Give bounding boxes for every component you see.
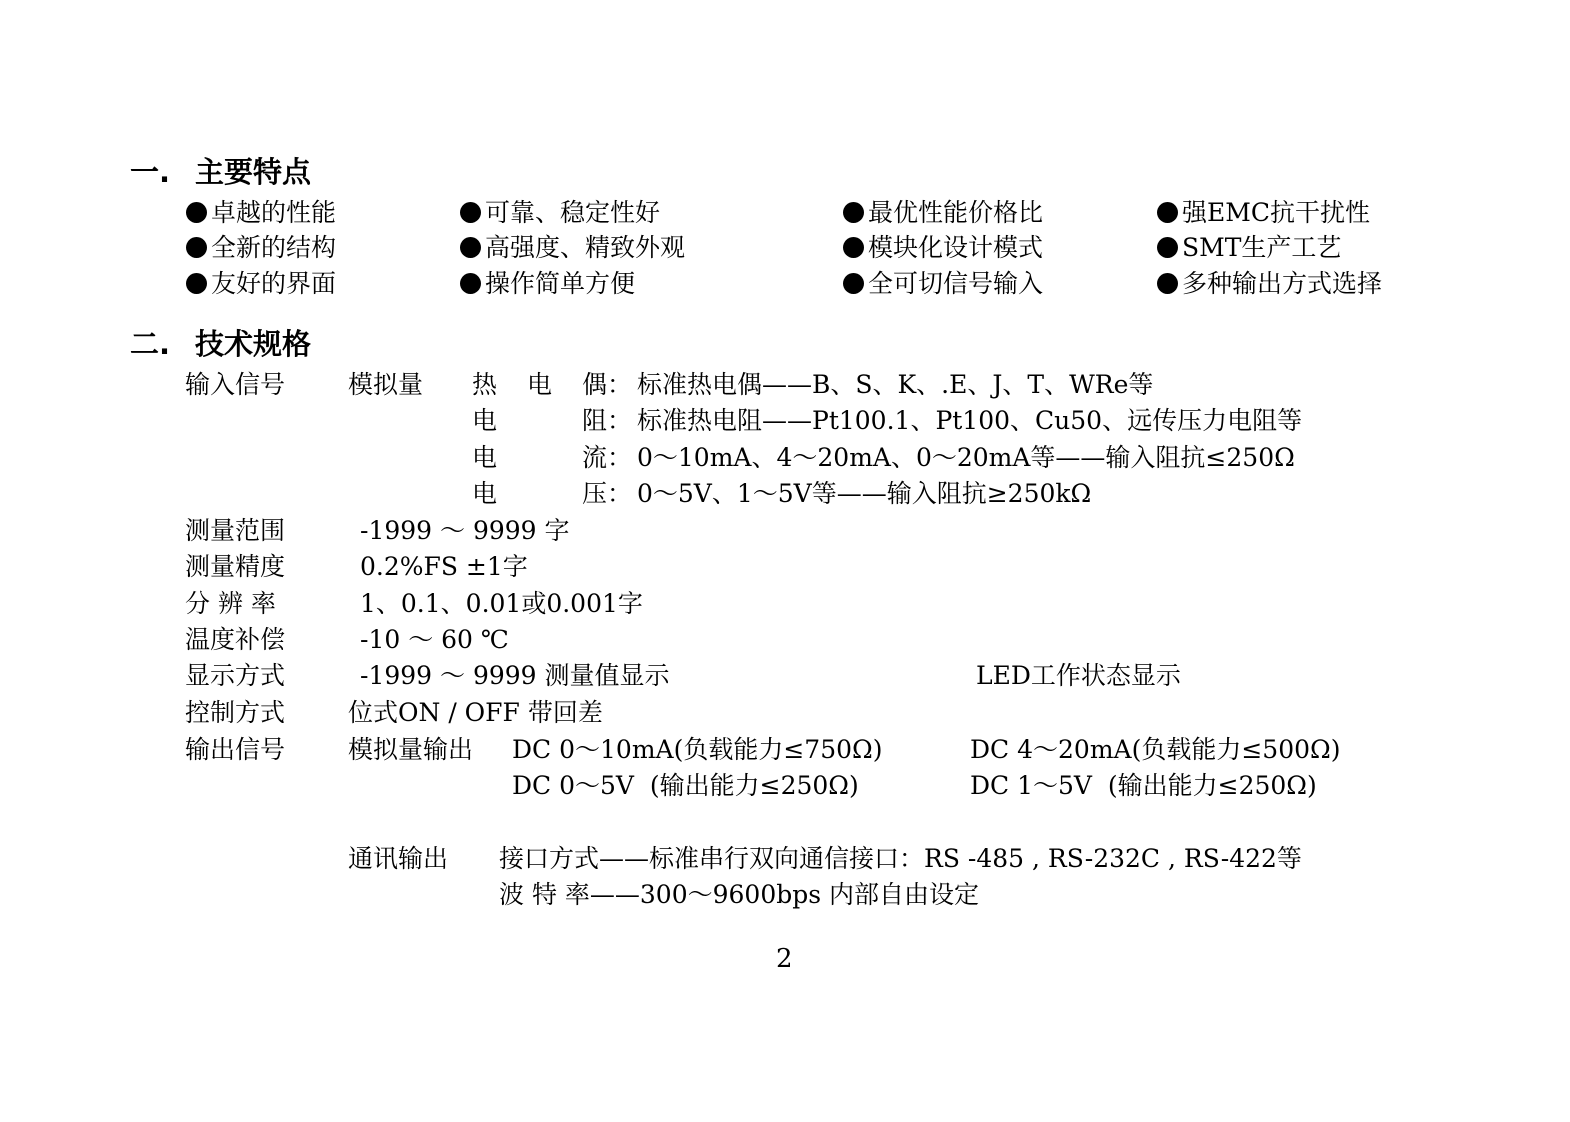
feature-item: 强EMC抗干扰性 <box>1157 200 1370 225</box>
output-item: DC 0～5V (输出能力≤250Ω) <box>512 771 859 800</box>
input-type-char: 电 <box>472 443 498 472</box>
section2-title: 技术规格 <box>195 327 312 361</box>
input-type-desc: 0～10mA、4～20mA、0～20mA等——输入阻抗≤250Ω <box>637 443 1295 472</box>
input-signal-label: 输入信号 <box>185 370 286 399</box>
feature-item: 操作简单方便 <box>460 271 635 296</box>
resolution-label: 分 辨 率 <box>185 589 276 618</box>
bullet-icon <box>186 202 207 223</box>
bullet-icon <box>843 273 864 294</box>
input-type-char: 电 <box>472 479 498 508</box>
output-item: DC 4～20mA(负载能力≤500Ω) <box>970 735 1341 764</box>
bullet-icon <box>186 237 207 258</box>
temp-comp-value: -10 ～ 60 ℃ <box>360 625 509 654</box>
input-type-char: 电 <box>527 370 553 399</box>
input-type-char: 热 <box>472 370 498 399</box>
range-label: 测量范围 <box>185 516 286 545</box>
bullet-icon <box>1157 273 1178 294</box>
bullet-icon <box>186 273 207 294</box>
input-type-char: 流： <box>582 443 633 472</box>
feature-item: SMT生产工艺 <box>1157 235 1341 260</box>
display-value: -1999 ～ 9999 测量值显示 <box>360 661 670 690</box>
input-type-char: 电 <box>472 406 498 435</box>
resolution-value: 1、0.1、0.01或0.001字 <box>360 589 643 618</box>
feature-item: 最优性能价格比 <box>843 200 1043 225</box>
input-type-char: 偶： <box>582 370 633 399</box>
display-label: 显示方式 <box>185 661 286 690</box>
control-label: 控制方式 <box>185 698 286 727</box>
page-number: 2 <box>776 944 793 974</box>
temp-comp-label: 温度补偿 <box>185 625 286 654</box>
section2-number: 二. <box>130 327 171 361</box>
output-analog-label: 模拟量输出 <box>348 735 474 764</box>
section1-title: 主要特点 <box>195 155 312 189</box>
input-type-char: 压： <box>582 479 633 508</box>
display-value-led: LED工作状态显示 <box>976 661 1181 690</box>
comm-baud: 波 特 率——300～9600bps 内部自由设定 <box>499 880 980 909</box>
output-label: 输出信号 <box>185 735 286 764</box>
accuracy-value: 0.2%FS ±1字 <box>360 552 528 581</box>
comm-interface: 接口方式——标准串行双向通信接口：RS -485 , RS-232C , RS-422等 <box>499 844 1302 873</box>
feature-item: 卓越的性能 <box>186 200 336 225</box>
bullet-icon <box>843 202 864 223</box>
bullet-icon <box>1157 237 1178 258</box>
range-value: -1999 ～ 9999 字 <box>360 516 570 545</box>
feature-item: 模块化设计模式 <box>843 235 1043 260</box>
bullet-icon <box>1157 202 1178 223</box>
feature-item: 可靠、稳定性好 <box>460 200 660 225</box>
bullet-icon <box>460 202 481 223</box>
control-value: 位式ON / OFF 带回差 <box>348 698 603 727</box>
comm-label: 通讯输出 <box>348 844 449 873</box>
input-type-desc: 0～5V、1～5V等——输入阻抗≥250kΩ <box>637 479 1092 508</box>
input-type-desc: 标准热电偶——B、S、K、.E、J、T、WRe等 <box>637 370 1154 399</box>
output-item: DC 0～10mA(负载能力≤750Ω) <box>512 735 883 764</box>
output-item: DC 1～5V (输出能力≤250Ω) <box>970 771 1317 800</box>
feature-item: 高强度、精致外观 <box>460 235 685 260</box>
section1-number: 一. <box>130 155 171 189</box>
input-analog-label: 模拟量 <box>348 370 424 399</box>
feature-item: 多种输出方式选择 <box>1157 271 1382 296</box>
input-type-char: 阻： <box>582 406 633 435</box>
feature-item: 友好的界面 <box>186 271 336 296</box>
accuracy-label: 测量精度 <box>185 552 286 581</box>
bullet-icon <box>460 273 481 294</box>
feature-item: 全可切信号输入 <box>843 271 1043 296</box>
feature-item: 全新的结构 <box>186 235 336 260</box>
input-type-desc: 标准热电阻——Pt100.1、Pt100、Cu50、远传压力电阻等 <box>637 406 1303 435</box>
bullet-icon <box>843 237 864 258</box>
bullet-icon <box>460 237 481 258</box>
